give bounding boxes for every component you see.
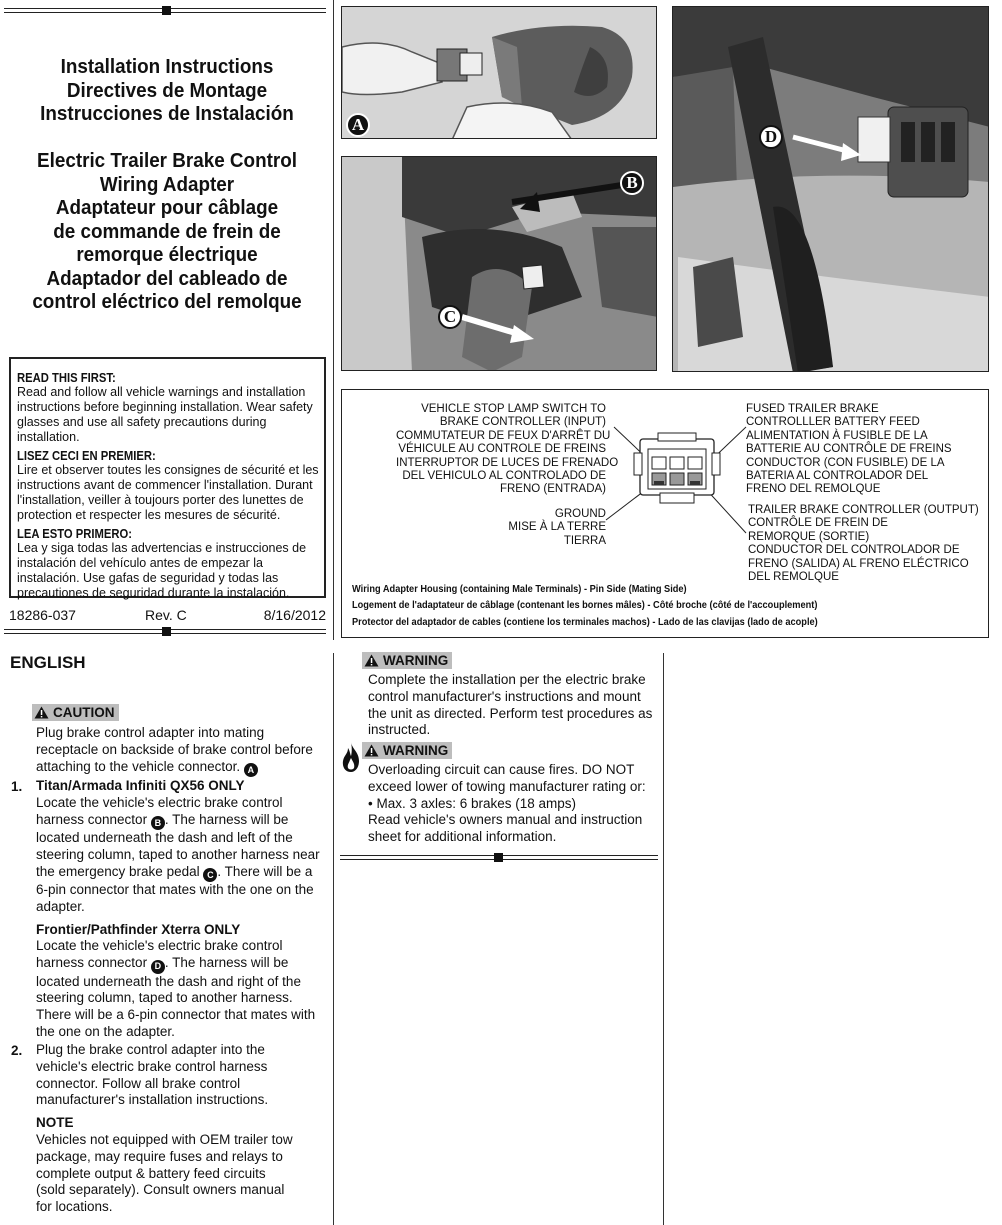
label-line: FRENO DEL REMOLQUE [746,483,881,496]
header-rule-marker [162,6,171,15]
label-line: TIERRA [563,534,606,547]
step-2-number: 2. [11,1043,23,1058]
connector-diagram [600,415,760,535]
photo-bc [341,156,657,371]
warning-block-2 [362,742,658,846]
title-line: Adaptateur pour câblage [55,196,279,219]
read-first-heading-es: LEA ESTO PRIMERO: [17,527,133,541]
title-line: Instrucciones de Instalación [40,102,294,125]
callout-d: D [759,125,783,149]
warning-triangle-icon [364,744,379,757]
step-1 [36,778,323,1041]
step-1b-text-b: . The harness will be located underneath the dash and right of the steering column, taped to another harness. There will be a 6-pin connector that mates with the one on the adapter. [36,955,316,1039]
label-line: BATERIA AL CONTROLADOR DEL [746,470,929,483]
caution-text-content: Plug brake control adapter into mating receptacle on backside of brake control before attaching to the vehicle connector. [36,725,313,774]
callout-b: B [620,171,644,195]
label-line: VEHICLE STOP LAMP SWITCH TO [421,403,606,415]
warning-triangle-icon [34,706,49,719]
title-line: Wiring Adapter [99,172,235,196]
warning-text-1: Complete the installation per the electric brake control manufacturer's instructions and mount the unit as directed. Perform test procedures as instructed. [368,672,653,738]
label-line: CONTROLLLER BATTERY FEED [746,416,920,429]
ground-label [486,508,606,548]
warning-triangle-icon [364,654,379,667]
section-rule-marker [162,627,171,636]
warnings-end-rule-marker [494,853,503,862]
read-first-heading-en: READ THIS FIRST: [17,371,116,385]
caution-block [32,704,322,777]
ref-b-icon: B [151,816,165,830]
warning-bullet: • Max. 3 axles: 6 brakes (18 amps) [368,795,577,811]
label-line: BRAKE CONTROLLER (INPUT) [439,416,606,429]
label-line: DEL VEHICULO AL CONTROLADO DE [402,470,606,483]
warning-line: Read vehicle's owners manual and instruction sheet for additional information. [368,812,643,845]
step-2-text: Plug the brake control adapter into the vehicle's electric brake control harness connector. Follow all brake control manufacturer's installation instructions. [36,1042,269,1108]
read-first-box [9,357,326,598]
part-number: 18286-037 [9,607,76,623]
doc-date: 8/16/2012 [263,607,326,623]
label-line: DEL REMOLQUE [748,571,839,584]
diagram-footer-es: Protector del adaptador de cables (contiene los terminales machos) - Lado de las clavijas (lado de acople) [352,616,818,628]
caution-tag [32,704,119,721]
title-line: Adaptador del cableado de [46,266,288,290]
label-line: FUSED TRAILER BRAKE [746,403,879,415]
product-title-block [13,149,320,314]
photo-bc-illustration [342,157,657,371]
label-line: TRAILER BRAKE CONTROLLER (OUTPUT) [748,504,979,516]
step-1-text [36,795,323,916]
output-label [748,504,979,584]
revision: Rev. C [145,607,187,623]
photo-a [341,6,657,139]
column-divider [663,653,664,1225]
read-first-text-fr: Lire et observer toutes les consignes de sécurité et les instructions avant de commencer l'installation. Durant l'installation, veiller à toujours porter des lunettes de protection et respecter les mesures de sécurité. [17,463,319,522]
label-line: CONDUCTOR (CON FUSIBLE) DE LA [746,456,945,469]
column-divider [333,653,334,1225]
title-line: Directives de Montage [66,78,268,102]
ref-a-icon: A [244,763,258,777]
photo-d [672,6,989,372]
step-1b-text-a: Locate the vehicle's electric brake control harness connector [36,938,283,971]
read-first-text-en: Read and follow all vehicle warnings and installation instructions before beginning installation. Wear safety glasses and use all safety precautions during installation. [17,385,313,444]
step-1-text-c: . There will be a 6-pin connector that mates with the one on the adapter. [36,863,314,914]
label-line: INTERRUPTOR DE LUCES DE FRENADO [396,456,619,469]
warning-text-2 [368,762,658,846]
photo-a-illustration [342,7,657,139]
label-line: REMORQUE (SORTIE) [748,530,870,543]
label-line: GROUND [554,508,606,520]
title-line: Installation Instructions [60,55,274,78]
step-1-title: Titan/Armada Infiniti QX56 ONLY [36,778,245,793]
diagram-footer-en: Wiring Adapter Housing (containing Male Terminals) - Pin Side (Mating Side) [352,583,687,595]
step-1b-title: Frontier/Pathfinder Xterra ONLY [36,921,241,937]
install-title-block [13,55,320,126]
label-line: VÉHICULE AU CONTROLE DE FREINS [398,443,606,456]
step-1-text-b: . The harness will be located underneath the dash and left of the steering column, taped to another harness near the emergency brake pedal [36,811,320,879]
label-line: FRENO (ENTRADA) [499,483,606,496]
note-title: NOTE [36,1115,74,1131]
label-line: BATTERIE AU CONTRÔLE DE FREINS [746,443,952,456]
english-heading: ENGLISH [10,653,86,672]
column-divider [333,0,334,640]
warning-tag [362,652,452,669]
diagram-footer-fr: Logement de l'adaptateur de câblage (contenant les bornes mâles) - Côté broche (côté de l'accouplement) [352,599,818,611]
battery-feed-label [746,403,952,497]
photo-d-illustration [673,7,989,372]
fire-icon [340,741,362,774]
warning-label: WARNING [383,653,449,668]
callout-c: C [438,305,462,329]
step-1-text-a: Locate the vehicle's electric brake control harness connector [36,794,283,827]
label-line: MISE À LA TERRE [508,521,606,534]
callout-a: A [346,113,370,137]
caution-text [36,725,322,777]
read-first-heading-fr: LISEZ CECI EN PREMIER: [17,449,156,463]
title-line: control eléctrico del remolque [32,290,302,313]
label-line: CONDUCTOR DEL CONTROLADOR DE [748,544,960,557]
label-line: COMMUTATEUR DE FEUX D'ARRÊT DU [396,429,611,442]
warning-tag [362,742,452,759]
ref-c-icon: C [203,868,217,882]
label-line: ALIMENTATION À FUSIBLE DE LA [746,429,928,442]
warning-label: WARNING [383,743,449,758]
warning-line: Overloading circuit can cause fires. DO NOT exceed lower of towing manufacturer rating or: [368,762,646,794]
step-1b-text [36,938,323,1040]
step-1-number: 1. [11,779,23,794]
stop-lamp-label [396,403,619,497]
warning-block-1 [362,652,656,739]
step-2 [36,1042,296,1216]
read-first-text-es: Lea y siga todas las advertencias e instrucciones de instalación del vehículo antes de empezar la instalación. Use gafas de seguridad y todas las precautiones de seguridad durante la instalación. [17,541,307,600]
title-line: remorque électrique [76,243,258,266]
ref-d-icon: D [151,960,165,974]
caution-label: CAUTION [53,705,115,720]
title-line: Electric Trailer Brake Control [37,149,297,172]
label-line: FRENO (SALIDA) AL FRENO ELÉCTRICO [748,557,969,570]
title-line: de commande de frein de [53,219,281,243]
label-line: CONTRÔLE DE FREIN DE [748,517,888,530]
note-text: Vehicles not equipped with OEM trailer tow package, may require fuses and relays to complete output & battery feed circuits (sold separately). Consult owners manual for locations. [36,1131,293,1215]
